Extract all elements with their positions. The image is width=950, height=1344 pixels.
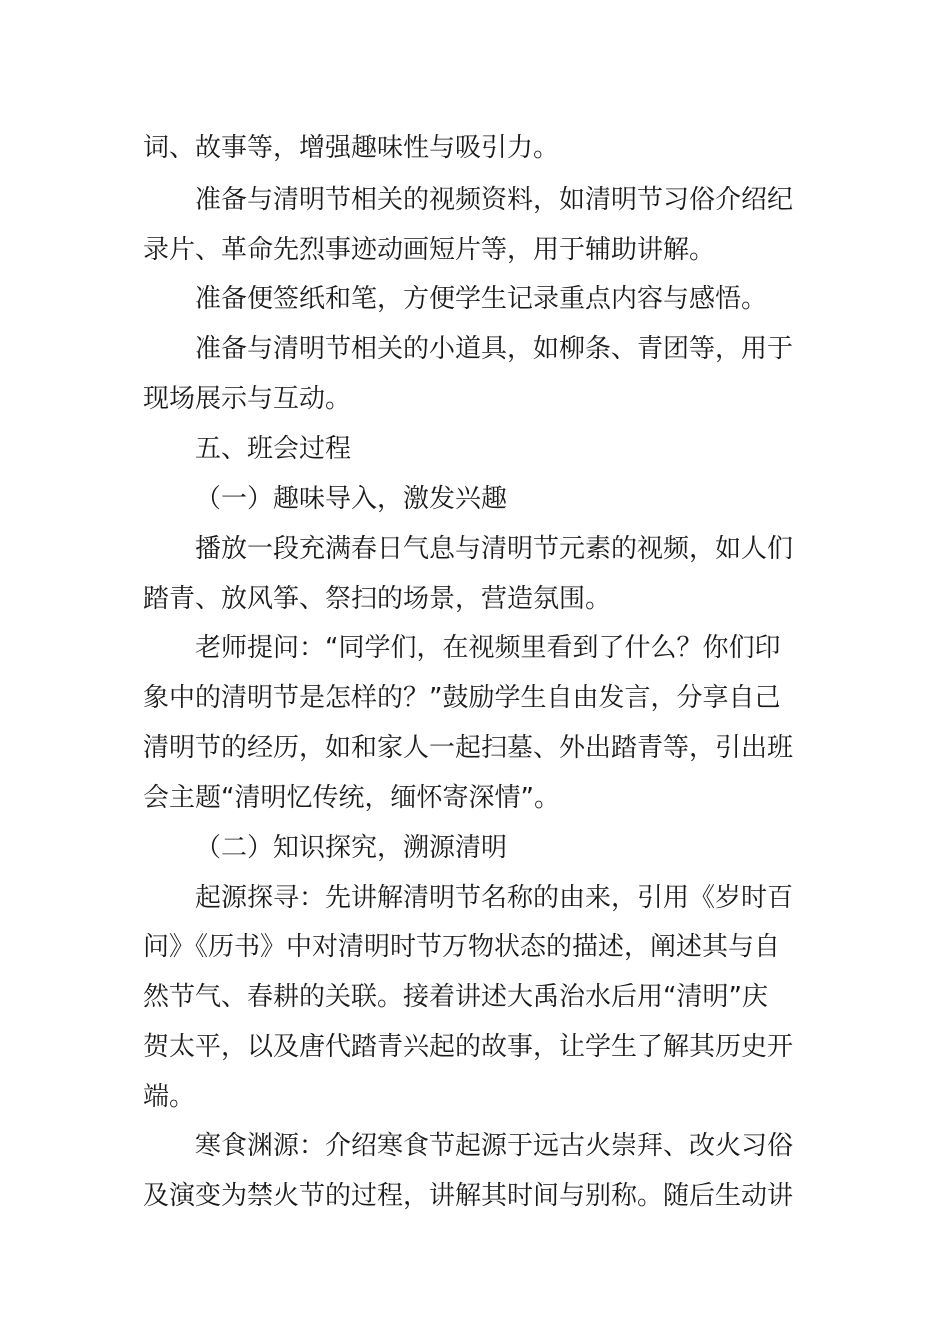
- text-line: 录片、革命先烈事迹动画短片等，用于辅助讲解。: [143, 235, 716, 265]
- subsection-heading: （二）知识探究，溯源清明: [195, 833, 508, 863]
- text-line: 及演变为禁火节的过程，讲解其时间与别称。随后生动讲: [143, 1181, 794, 1211]
- text-line: 准备与清明节相关的视频资料，如清明节习俗介绍纪: [195, 185, 794, 215]
- section-heading: 五、班会过程: [195, 434, 352, 464]
- text-line: 准备与清明节相关的小道具，如柳条、青团等，用于: [195, 334, 794, 364]
- text-line: 贺太平，以及唐代踏青兴起的故事，让学生了解其历史开: [143, 1032, 794, 1062]
- text-line: 词、故事等，增强趣味性与吸引力。: [143, 133, 560, 163]
- subsection-heading: （一）趣味导入，激发兴趣: [195, 484, 508, 514]
- text-line: 会主题“清明忆传统，缅怀寄深情”。: [143, 783, 560, 813]
- text-line: 端。: [143, 1082, 196, 1112]
- text-line: 然节气、春耕的关联。接着讲述大禹治水后用“清明”庆: [143, 982, 768, 1012]
- text-line: 踏青、放风筝、祭扫的场景，营造氛围。: [143, 584, 612, 614]
- text-line: 象中的清明节是怎样的？”鼓励学生自由发言，分享自己: [143, 683, 781, 713]
- text-line: 现场展示与互动。: [143, 384, 352, 414]
- text-line: 清明节的经历，如和家人一起扫墓、外出踏青等，引出班: [143, 733, 794, 763]
- text-line: 准备便签纸和笔，方便学生记录重点内容与感悟。: [195, 284, 768, 314]
- text-line: 寒食渊源：介绍寒食节起源于远古火崇拜、改火习俗: [195, 1131, 794, 1161]
- text-line: 老师提问：“同学们，在视频里看到了什么？你们印: [195, 633, 781, 663]
- text-line: 播放一段充满春日气息与清明节元素的视频，如人们: [195, 534, 794, 564]
- text-line: 问》《历书》中对清明时节万物状态的描述，阐述其与自: [143, 932, 781, 962]
- text-line: 起源探寻：先讲解清明节名称的由来，引用《岁时百: [195, 883, 794, 913]
